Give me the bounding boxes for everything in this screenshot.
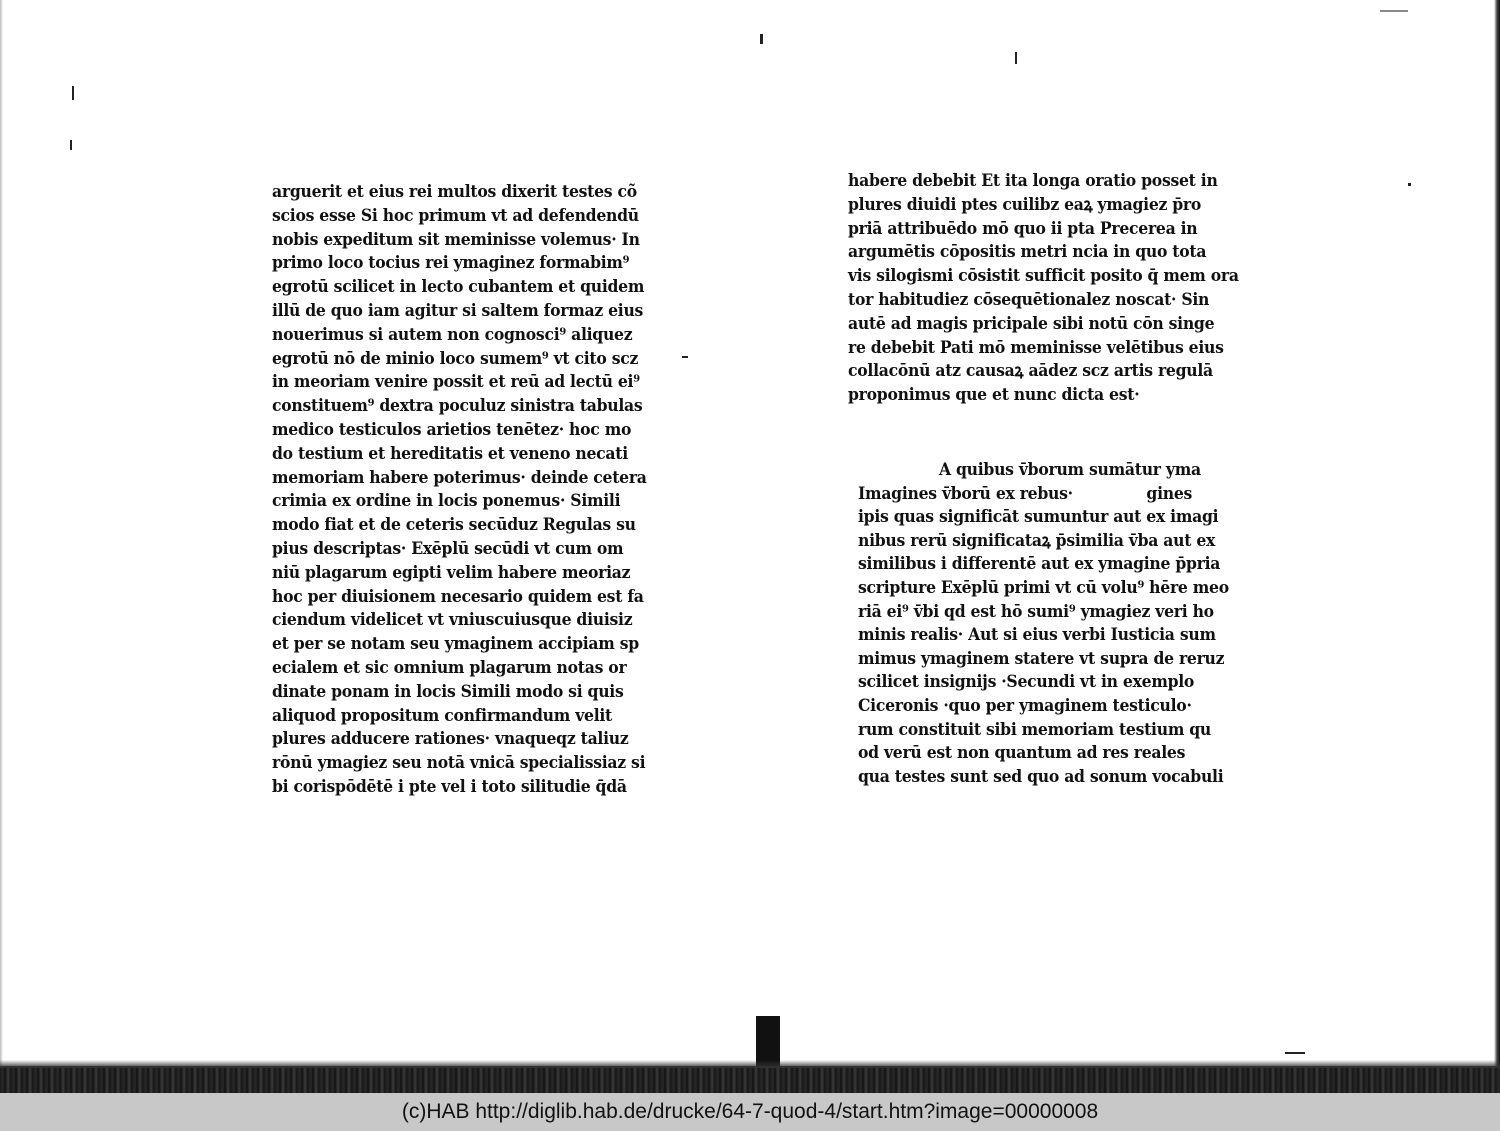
text-line: similibus i differentē aut ex ymagine p̄pria <box>858 554 1221 575</box>
text-line <box>858 483 1229 507</box>
text-line: do testium et hereditatis et veneno necati <box>272 443 628 464</box>
text-line: scilicet insignijs ·Secundi vt in exemplo <box>858 672 1195 693</box>
text-line: tor habitudiez cōsequētionalez noscat· Sin <box>848 289 1210 310</box>
text-line-fragment: gines <box>1146 483 1193 504</box>
text-line: nobis expeditum sit meminisse volemus· In <box>272 229 640 250</box>
text-line: Ciceronis ·quo per ymaginem testiculo· <box>858 695 1192 716</box>
text-line: egrotū scilicet in lecto cubantem et quidem <box>272 277 645 298</box>
text-line: arguerit et eius rei multos dixerit testes cõ <box>272 182 637 202</box>
text-line: illū de quo iam agitur si saltem formaz eius <box>272 300 644 321</box>
text-line: plures adducere rationes· vnaqueqz taliuz <box>272 729 629 750</box>
text-line: medico testiculos arietios tenētez· hoc mo <box>272 419 632 440</box>
text-line: mimus ymaginem statere vt supra de reruz <box>858 648 1225 669</box>
text-line: dinate ponam in locis Simili modo si quis <box>272 681 624 702</box>
text-line: priā attribuēdo mō quo ii pta Precerea in <box>848 218 1198 239</box>
text-line: scios esse Si hoc primum vt ad defendendū <box>272 205 639 226</box>
text-line: vis silogismi cōsistit sufficit posito q̄ mem ora <box>848 266 1239 287</box>
text-line: rōnū ymagiez seu notā vnicā specialissiaz si <box>272 753 646 774</box>
marginal-heading: Imagines v̄borū ex rebus· <box>858 483 1073 504</box>
text-line: ciendum videlicet vt vniuscuiusque diuisiz <box>272 610 633 631</box>
text-line: ecialem et sic omnium plagarum notas or <box>272 657 627 678</box>
scan-speck <box>1380 10 1408 12</box>
right-bottom-lines <box>858 506 1229 789</box>
scan-bottom-edge <box>0 1066 1500 1093</box>
copyright-credit-link[interactable]: (c)HAB http://diglib.hab.de/drucke/64-7-quod-4/start.htm?image=00000008 <box>401 1100 1099 1123</box>
text-line: pius descriptas· Exēplū secūdi vt cum om <box>272 538 624 559</box>
text-line: et per se notam seu ymaginem accipiam sp <box>272 634 639 655</box>
text-line: modo fiat et de ceteris secūduz Regulas su <box>272 515 636 536</box>
right-text-column-bottom <box>858 459 1229 789</box>
scan-speck <box>760 34 763 44</box>
text-line: crimia ex ordine in locis ponemus· Simili <box>272 491 621 512</box>
text-line: niū plagarum egipti velim habere meoriaz <box>272 562 631 583</box>
text-line: proponimus que et nunc dicta est· <box>848 385 1140 406</box>
text-line: re debebit Pati mō meminisse velētibus eius <box>848 337 1224 358</box>
text-line: ipis quas significāt sumuntur aut ex imagi <box>858 507 1219 528</box>
text-line: rum constituit sibi memoriam testium qu <box>858 719 1212 740</box>
text-line: autē ad magis pricipale sibi notū cōn singe <box>848 313 1215 334</box>
text-line: in meoriam venire possit et reū ad lectū ei⁹ <box>272 372 640 393</box>
right-text-column-top <box>848 170 1239 408</box>
page-left-edge <box>0 0 3 1070</box>
text-line: constituem⁹ dextra poculuz sinistra tabulas <box>272 396 643 417</box>
text-line: scripture Exēplū primi vt cū volu⁹ hēre meo <box>858 577 1229 598</box>
copyright-footer-bar <box>0 1093 1500 1131</box>
scan-speck <box>70 140 72 150</box>
text-line: habere debebit Et ita longa oratio posset in <box>848 171 1218 191</box>
text-line <box>858 459 1229 483</box>
scan-speck <box>1408 183 1411 186</box>
text-line: od verū est non quantum ad res reales <box>858 743 1186 764</box>
text-line: egrotū nō de minio loco sumem⁹ vt cito scz <box>272 348 639 369</box>
text-line: argumētis cōpositis metri ncia in quo tota <box>848 242 1207 263</box>
text-line: collacōnū atz causaꝝ aādez scz artis regulā <box>848 361 1213 382</box>
text-line: hoc per diuisionem necesario quidem est fa <box>272 586 644 607</box>
text-line: aliquod propositum confirmandum velit <box>272 705 612 726</box>
text-line: nibus rerū significataꝝ p̄similia v̄ba aut ex <box>858 530 1216 551</box>
page-right-edge-shadow <box>1494 0 1500 1070</box>
text-line: riā ei⁹ v̄bi qd est hō sumi⁹ ymagiez veri ho <box>858 601 1214 622</box>
text-line: nouerimus si autem non cognosci⁹ aliquez <box>272 324 633 345</box>
text-line: bi corispōdētē i pte vel i toto silitudie q̄dā <box>272 776 627 797</box>
text-line: minis realis· Aut si eius verbi Iusticia sum <box>858 625 1216 646</box>
scan-speck <box>72 86 74 100</box>
scan-speck <box>682 356 688 358</box>
text-line: primo loco tocius rei ymaginez formabim⁹ <box>272 253 630 274</box>
section-heading: A quibus v̄borum sumātur yma <box>938 460 1201 480</box>
text-line: qua testes sunt sed quo ad sonum vocabuli <box>858 766 1224 787</box>
text-line: memoriam habere poterimus· deinde cetera <box>272 467 647 488</box>
scan-speck <box>1015 52 1017 64</box>
scan-speck <box>1285 1052 1305 1054</box>
left-text-column <box>272 181 647 800</box>
text-line: plures diuidi ptes cuilibz eaꝝ ymagiez p̄ro <box>848 194 1202 215</box>
